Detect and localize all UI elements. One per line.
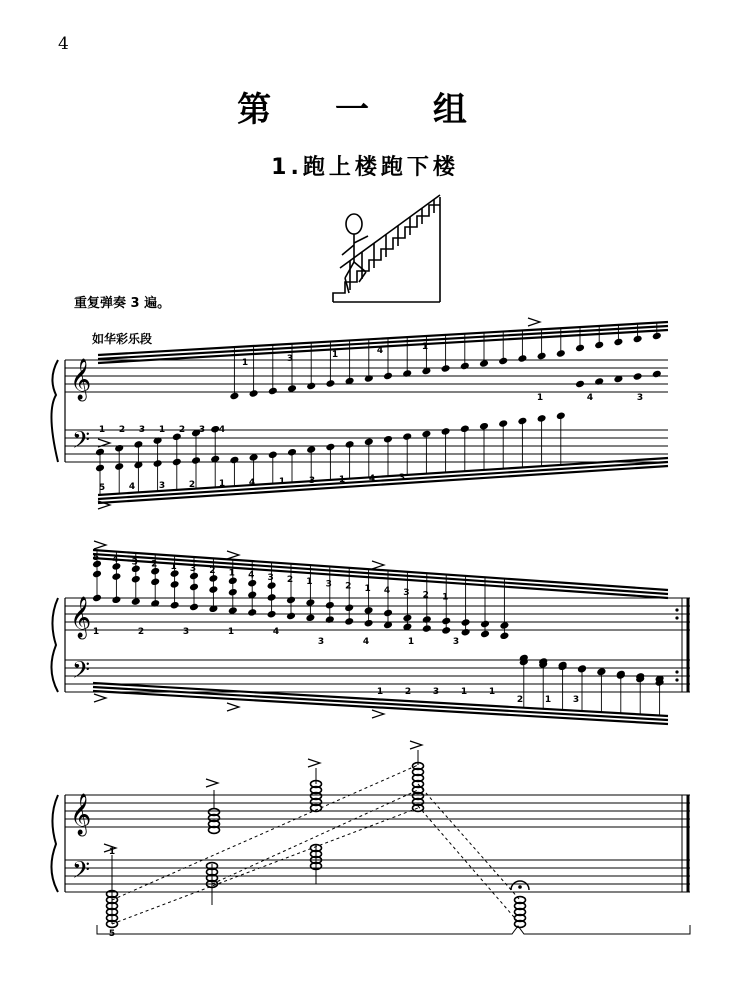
notehead: [306, 382, 316, 391]
notehead: [189, 603, 199, 612]
dashed-connector: [418, 784, 520, 900]
notehead: [191, 456, 201, 465]
fingering: 4: [128, 482, 136, 492]
treble-clef: 𝄞: [70, 597, 92, 638]
notehead: [111, 572, 121, 581]
notehead: [402, 614, 412, 623]
fingering: 4: [112, 555, 119, 566]
notehead: [422, 615, 432, 624]
notehead: [461, 628, 471, 637]
accent-mark: [227, 703, 239, 711]
fingering: 3: [267, 572, 274, 583]
fingering: 1: [442, 592, 449, 603]
notehead: [114, 462, 124, 471]
fingering: 1: [536, 393, 544, 403]
notehead: [537, 352, 547, 361]
notehead: [344, 603, 354, 612]
fingering: 1: [331, 350, 339, 360]
fingering: 1: [338, 475, 346, 485]
fingering: 3: [198, 425, 206, 435]
fingering: 1: [98, 425, 106, 435]
notehead: [189, 583, 199, 592]
fingering: 1: [108, 847, 116, 857]
accent-mark: [308, 759, 320, 767]
bass-clef: 𝄢: [72, 426, 91, 459]
notehead: [267, 610, 277, 619]
fingering: 1: [158, 425, 166, 435]
bass-clef: 𝄢: [72, 656, 91, 689]
notehead: [460, 362, 470, 371]
fingering: 3: [398, 473, 406, 483]
fingering: 2: [209, 566, 216, 577]
repeat-instruction: 重复弹奏 3 遍。: [74, 296, 171, 311]
fingering: 1: [278, 477, 286, 487]
notehead: [305, 613, 315, 622]
notehead: [517, 354, 527, 363]
notehead: [594, 341, 604, 350]
fingering: 1: [241, 358, 249, 368]
fingering: 1: [170, 561, 177, 572]
notehead: [594, 377, 604, 386]
fingering: 4: [248, 570, 255, 581]
notehead: [95, 448, 105, 457]
fingering: 3: [452, 637, 460, 647]
fingering: 1: [544, 695, 552, 705]
beam-upper: [93, 554, 668, 594]
section-title: 第 一 组: [237, 90, 493, 130]
notehead: [383, 609, 393, 618]
fingering: 4: [248, 478, 256, 488]
fingering: 2: [118, 425, 126, 435]
notehead: [364, 374, 374, 383]
fingering: 1: [218, 479, 226, 489]
notehead: [422, 624, 432, 633]
accent-mark: [372, 561, 384, 569]
fingering: 3: [325, 579, 332, 590]
notehead: [441, 617, 451, 626]
accent-mark: [372, 710, 384, 718]
fingering: 4: [376, 346, 384, 356]
score-systems: [51, 318, 690, 939]
accent-mark: [227, 551, 239, 559]
notehead: [133, 440, 143, 449]
notehead: [170, 601, 180, 610]
fingering: 3: [432, 687, 440, 697]
dashed-connector: [112, 808, 418, 924]
fingering: 1: [407, 637, 415, 647]
notehead: [498, 357, 508, 366]
fingering: 2: [178, 425, 186, 435]
brace: [51, 598, 58, 692]
notehead: [170, 580, 180, 589]
fingering: 4: [383, 586, 391, 596]
fingering: 3: [317, 637, 325, 647]
fingering: 3: [308, 476, 316, 486]
stairs-illustration: [333, 195, 440, 302]
notehead: [172, 458, 182, 467]
notehead: [268, 387, 278, 396]
notehead: [286, 612, 296, 621]
notehead: [575, 380, 585, 389]
accent-mark: [206, 779, 218, 787]
bass-clef: 𝄢: [72, 856, 91, 889]
beam-lower: [98, 466, 668, 503]
notehead: [633, 335, 643, 344]
notehead: [153, 459, 163, 468]
notehead: [325, 601, 335, 610]
notehead: [480, 620, 490, 629]
accent-mark: [410, 741, 422, 749]
page-number: 4: [58, 34, 69, 54]
accent-mark: [528, 318, 540, 326]
notehead: [150, 577, 160, 586]
notehead: [364, 606, 374, 615]
beam-upper: [93, 550, 668, 590]
fingering: 4: [368, 474, 376, 484]
repeat-dot: [675, 678, 678, 681]
fingering: 3: [182, 627, 190, 637]
fingering: 3: [572, 695, 580, 705]
fingering: 1: [488, 687, 496, 697]
notehead: [92, 594, 102, 603]
notehead: [364, 619, 374, 628]
treble-clef: 𝄞: [70, 359, 92, 400]
fingering: 4: [586, 393, 594, 403]
repeat-dot: [675, 608, 678, 611]
dashed-connector: [418, 806, 520, 924]
notehead: [325, 615, 335, 624]
notehead: [229, 392, 239, 401]
fingering: 1: [376, 687, 384, 697]
fingering: 1: [92, 627, 100, 637]
fingering: 1: [227, 627, 235, 637]
notehead: [652, 370, 662, 379]
tempo-marking: 如华彩乐段: [92, 332, 153, 346]
notehead: [92, 570, 102, 579]
fingering: 2: [404, 687, 412, 697]
treble-clef: 𝄞: [70, 794, 92, 835]
notehead: [325, 379, 335, 388]
notehead: [131, 597, 141, 606]
notehead: [286, 596, 296, 605]
notehead: [228, 588, 238, 597]
piece-title: 1.跑上楼跑下楼: [271, 155, 459, 180]
fingering: 3: [131, 557, 138, 568]
fingering: 4: [272, 627, 280, 637]
notehead: [95, 464, 105, 473]
notehead: [208, 585, 218, 594]
brace: [51, 360, 58, 462]
fingering: 1: [364, 583, 371, 594]
dashed-connector: [112, 765, 418, 900]
fingering: 3: [403, 588, 410, 599]
accent-mark: [94, 694, 106, 702]
notehead: [613, 338, 623, 347]
notehead: [344, 617, 354, 626]
fingering: 5: [98, 483, 106, 493]
notehead: [461, 618, 471, 627]
accent-mark: [94, 541, 106, 549]
notehead: [441, 364, 451, 373]
notehead: [402, 369, 412, 378]
fingering: 2: [188, 480, 196, 490]
notehead: [114, 444, 124, 453]
fingering: 2: [516, 695, 524, 705]
beam-lower: [98, 462, 668, 499]
fingering: 1: [421, 342, 429, 352]
notehead: [596, 667, 606, 676]
fingering: 3: [158, 481, 166, 491]
notehead: [480, 630, 490, 639]
fingering: 3: [138, 425, 146, 435]
fingering: 2: [151, 559, 158, 570]
notehead: [441, 626, 451, 635]
fingering: 4: [362, 637, 370, 647]
fingering: 2: [286, 575, 294, 585]
notehead: [249, 389, 259, 398]
repeat-dot: [675, 616, 678, 619]
notehead: [633, 372, 643, 381]
beam-lower: [98, 458, 668, 495]
repeat-dot: [675, 670, 678, 673]
fermata-dot: [518, 885, 522, 889]
fingering: 1: [228, 568, 235, 579]
notehead: [247, 608, 257, 617]
notehead: [556, 349, 566, 358]
notehead: [499, 631, 509, 640]
notehead: [652, 332, 662, 341]
fingering: 2: [422, 590, 429, 601]
notehead: [575, 344, 585, 353]
fingering: 1: [460, 687, 468, 697]
notehead: [111, 595, 121, 604]
fingering: 3: [286, 354, 294, 364]
bracket: [97, 925, 690, 934]
fingering: 3: [189, 564, 197, 574]
brace: [51, 795, 58, 892]
fingering: 4: [218, 425, 226, 435]
fingering: 3: [636, 393, 644, 403]
fingering: 2: [137, 627, 145, 637]
notehead: [383, 372, 393, 381]
fingering: 5: [92, 553, 100, 563]
notehead: [577, 665, 587, 674]
fingering: 2: [345, 581, 352, 592]
notehead: [267, 593, 277, 602]
fingering: 5: [108, 929, 116, 939]
notehead: [131, 575, 141, 584]
fingering: 1: [306, 577, 313, 588]
